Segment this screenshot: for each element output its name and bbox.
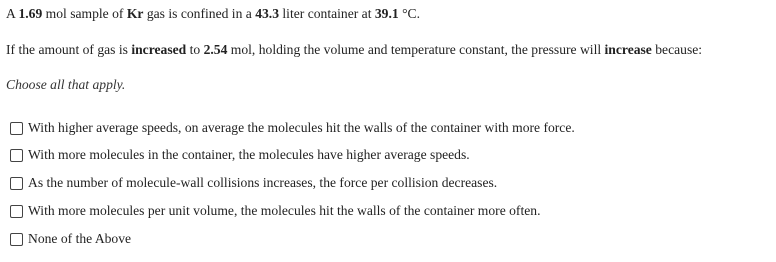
answer-option[interactable] <box>10 230 131 248</box>
change-direction: increased <box>131 42 187 57</box>
answer-checkbox[interactable] <box>10 233 23 246</box>
answer-option[interactable] <box>10 146 470 164</box>
answer-option-label: With more molecules in the container, the molecules have higher average speeds. <box>28 147 470 162</box>
volume-value: 43.3 <box>255 6 279 21</box>
question-prompt <box>6 41 702 58</box>
question-statement <box>6 5 420 22</box>
answer-option-label: As the number of molecule-wall collisions increases, the force per collision decreases. <box>28 175 498 190</box>
prompt-text: If the amount of gas is <box>6 42 132 57</box>
prompt-text: mol, holding the volume and temperature constant, the pressure will <box>227 42 605 57</box>
statement-text: gas is confined in a <box>143 6 256 21</box>
statement-text: mol sample of <box>42 6 127 21</box>
answer-option-label: None of the Above <box>28 231 132 246</box>
prompt-text: to <box>186 42 204 57</box>
answer-option[interactable] <box>10 119 575 137</box>
initial-moles-value: 1.69 <box>18 6 43 21</box>
statement-text: A <box>6 6 19 21</box>
statement-text: °C. <box>398 6 420 21</box>
prompt-text: because: <box>651 42 703 57</box>
answer-checkbox[interactable] <box>10 149 23 162</box>
instruction-text: Choose all that apply. <box>6 77 126 92</box>
final-moles-value: 2.54 <box>203 42 228 57</box>
answer-option[interactable] <box>10 174 497 192</box>
temperature-value: 39.1 <box>374 6 399 21</box>
statement-text: liter container at <box>279 6 375 21</box>
answer-checkbox[interactable] <box>10 122 23 135</box>
pressure-change: increase <box>604 42 652 57</box>
answer-option[interactable] <box>10 202 540 220</box>
gas-name: Kr <box>126 6 144 21</box>
answer-option-label: With more molecules per unit volume, the molecules hit the walls of the container more often. <box>28 203 541 218</box>
answer-checkbox[interactable] <box>10 205 23 218</box>
answer-checkbox[interactable] <box>10 177 23 190</box>
answer-option-label: With higher average speeds, on average the molecules hit the walls of the container with more force. <box>28 120 575 135</box>
